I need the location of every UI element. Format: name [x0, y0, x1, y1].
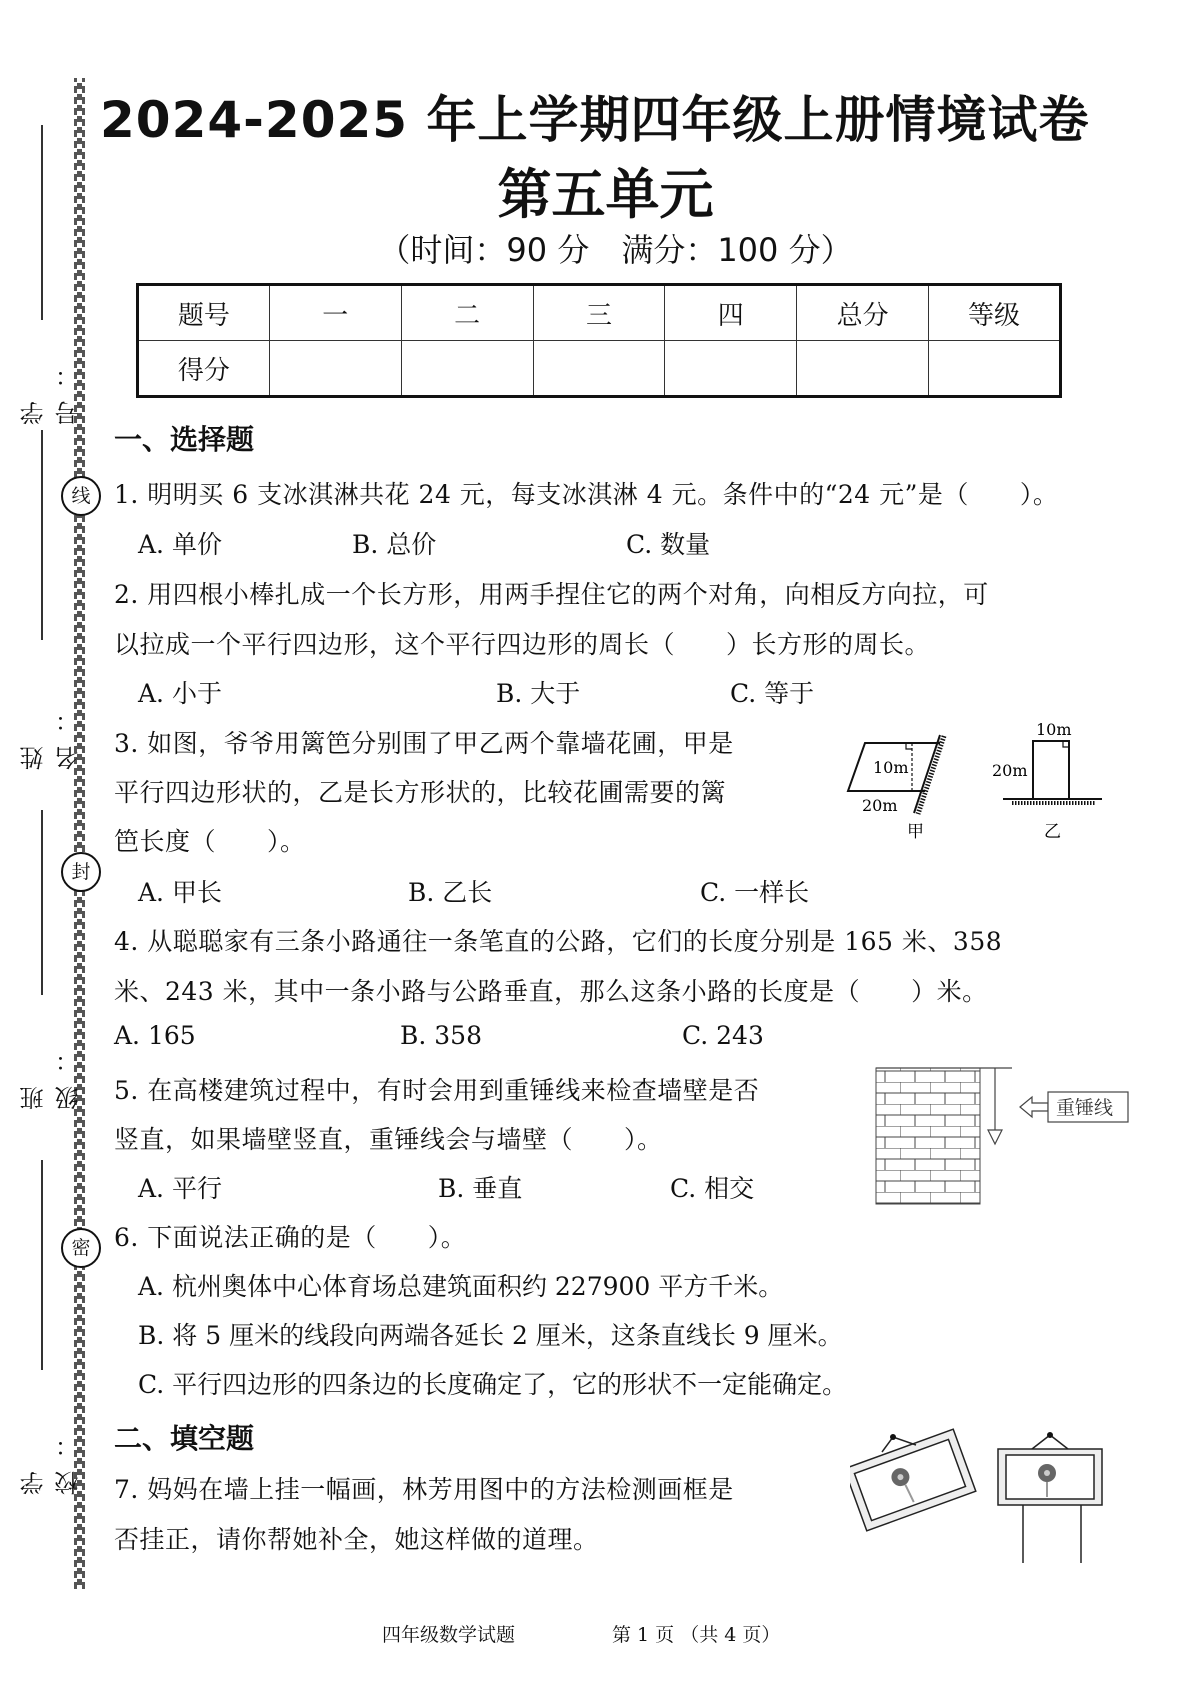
arrow-left-icon [1020, 1097, 1048, 1117]
question-4-line-2: 米、243 米，其中一条小路与公路垂直，那么这条小路的长度是（ ）米。 [114, 977, 988, 1006]
q2-option-a[interactable]: A. 小于 [138, 679, 222, 708]
question-7-line-1: 7. 妈妈在墙上挂一幅画，林芳用图中的方法检测画框是 [114, 1475, 734, 1504]
q1-option-a[interactable]: A. 单价 [138, 530, 222, 559]
yi-label: 乙 [1044, 822, 1061, 842]
divider-line [41, 430, 43, 640]
question-4-line-1: 4. 从聪聪家有三条小路通往一条笔直的公路，它们的长度分别是 165 米、358 [114, 927, 1003, 956]
q5-option-c[interactable]: C. 相交 [670, 1174, 755, 1203]
q3-option-b[interactable]: B. 乙长 [408, 878, 493, 907]
q1-option-c[interactable]: C. 数量 [626, 530, 711, 559]
binding-strip [74, 78, 85, 1590]
score-cell[interactable] [269, 341, 401, 397]
name-line [41, 810, 43, 995]
score-cell[interactable] [533, 341, 665, 397]
score-header-cell: 二 [401, 285, 533, 341]
seal-xian: 线 [61, 476, 101, 516]
score-cell[interactable] [401, 341, 533, 397]
score-header-cell: 总分 [797, 285, 929, 341]
question-6: 6. 下面说法正确的是（ ）。 [114, 1223, 467, 1252]
seal-feng: 封 [61, 852, 101, 892]
q1-option-b[interactable]: B. 总价 [352, 530, 437, 559]
q4-option-b[interactable]: B. 358 [400, 1021, 482, 1050]
question-1: 1. 明明买 6 支冰淇淋共花 24 元，每支冰淇淋 4 元。条件中的“24 元”是（ ）。 [114, 480, 1059, 509]
yi-width-label: 10m [1036, 720, 1072, 739]
score-header-cell: 四 [665, 285, 797, 341]
q6-option-c[interactable]: C. 平行四边形的四条边的长度确定了，它的形状不一定能确定。 [138, 1370, 848, 1399]
score-header-row [138, 285, 1061, 341]
footer-page-number: 第 1 页 （共 4 页） [612, 1624, 781, 1646]
brick-wall [876, 1068, 980, 1204]
name-label: 姓 名： [20, 694, 83, 770]
score-header-cell: 等级 [929, 285, 1061, 341]
q5-option-a[interactable]: A. 平行 [138, 1174, 222, 1203]
class-label: 班 级： [20, 1034, 83, 1110]
q4-option-c[interactable]: C. 243 [682, 1021, 764, 1050]
question-5-line-2: 竖直，如果墙壁竖直，重锤线会与墙壁（ ）。 [114, 1125, 663, 1154]
class-line [41, 1160, 43, 1370]
score-row [138, 341, 1061, 397]
score-cell[interactable] [929, 341, 1061, 397]
exam-title: 2024-2025 年上学期四年级上册情境试卷 [100, 91, 1090, 149]
seal-mi: 密 [61, 1228, 101, 1268]
question-2-line-2: 以拉成一个平行四边形，这个平行四边形的周长（ ）长方形的周长。 [114, 630, 931, 659]
q2-option-b[interactable]: B. 大于 [496, 679, 581, 708]
question-3-line-1: 3. 如图，爷爷用篱笆分别围了甲乙两个靠墙花圃，甲是 [114, 729, 734, 758]
picture-frame-figure [850, 1425, 1130, 1575]
garden-figure [840, 715, 1110, 845]
exam-meta: （时间：90 分 满分：100 分） [378, 231, 853, 269]
q5-option-b[interactable]: B. 垂直 [438, 1174, 523, 1203]
plumb-bob [988, 1130, 1002, 1144]
yi-height-label: 20m [992, 761, 1028, 780]
school-label: 学 校： [20, 1419, 83, 1495]
score-header-cell: 三 [533, 285, 665, 341]
section-title-fill: 二、填空题 [114, 1422, 255, 1455]
section-title-choice: 一、选择题 [114, 423, 255, 456]
score-header-cell: 题号 [138, 285, 270, 341]
footer-subject: 四年级数学试题 [382, 1624, 516, 1646]
q6-option-b[interactable]: B. 将 5 厘米的线段向两端各延长 2 厘米，这条直线长 9 厘米。 [138, 1321, 843, 1350]
score-row-label: 得分 [138, 341, 270, 397]
question-2-line-1: 2. 用四根小棒扎成一个长方形，用两手捏住它的两个对角，向相反方向拉，可 [114, 580, 989, 609]
question-3-line-3: 笆长度（ ）。 [114, 827, 306, 856]
jia-base-label: 20m [862, 796, 898, 815]
q6-option-a[interactable]: A. 杭州奥体中心体育场总建筑面积约 227900 平方千米。 [138, 1272, 784, 1301]
q2-option-c[interactable]: C. 等于 [730, 679, 815, 708]
question-5-line-1: 5. 在高楼建筑过程中，有时会用到重锤线来检查墙壁是否 [114, 1076, 760, 1105]
jia-height-label: 10m [873, 758, 909, 777]
question-7-line-2: 否挂正，请你帮她补全，她这样做的道理。 [114, 1525, 599, 1554]
plumb-line-figure [870, 1060, 1140, 1220]
unit-title: 第五单元 [497, 163, 714, 226]
score-cell[interactable] [797, 341, 929, 397]
plumb-line-label: 重锤线 [1056, 1097, 1114, 1119]
q4-option-a[interactable]: A. 165 [114, 1021, 196, 1050]
score-header-cell: 一 [269, 285, 401, 341]
score-table [136, 283, 1062, 398]
student-id-label: 学 号： [20, 349, 83, 425]
straight-frame [998, 1432, 1102, 1563]
q3-option-a[interactable]: A. 甲长 [138, 878, 222, 907]
q3-option-c[interactable]: C. 一样长 [700, 878, 810, 907]
jia-label: 甲 [907, 822, 924, 842]
question-3-line-2: 平行四边形状的，乙是长方形状的，比较花圃需要的篱 [114, 778, 727, 807]
score-cell[interactable] [665, 341, 797, 397]
